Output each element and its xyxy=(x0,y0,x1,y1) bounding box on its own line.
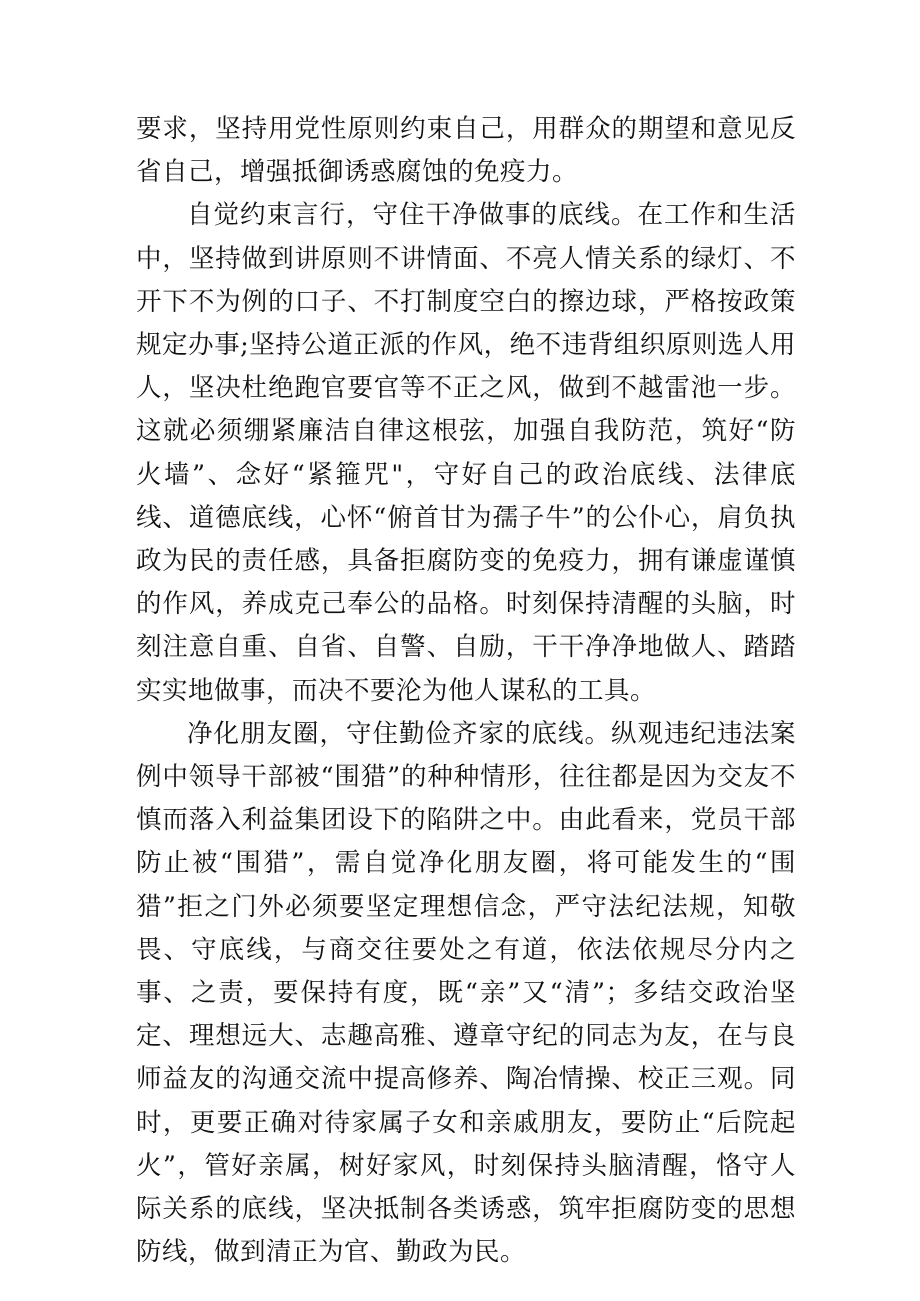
paragraph-continuation: 要求，坚持用党性原则约束自己，用群众的期望和意见反省自己，增强抵御诱惑腐蚀的免疫力。 xyxy=(136,114,796,188)
paragraph-friend-circle: 净化朋友圈，守住勤俭齐家的底线。纵观违纪违法案例中领导干部被“围猎”的种种情形，往往都是因为交友不慎而落入利益集团设下的陷阱之中。由此看来，党员干部防止被“围猎”，需自觉净化朋友圈，将可能发生的“围猎”拒之门外必须要坚定理想信念，严守法纪法规，知敬畏、守底线，与商交往要处之有道，依法依规尽分内之事、之责，要保持有度，既“亲”又“清”；多结交政治坚定、理想远大、志趣高雅、遵章守纪的同志为友，在与良师益友的沟通交流中提高修养、陶冶情操、校正三观。同时，更要正确对待家属子女和亲戚朋友，要防止“后院起火”，管好亲属，树好家风，时刻保持头脑清醒，恪守人际关系的底线，坚决抵制各类诱惑，筑牢拒腐防变的思想防线，做到清正为官、勤政为民。 xyxy=(136,718,796,1268)
document-body xyxy=(136,108,796,1274)
paragraph-self-discipline: 自觉约束言行，守住干净做事的底线。在工作和生活中，坚持做到讲原则不讲情面、不亮人情关系的绿灯、不开下不为例的口子、不打制度空白的擦边球，严格按政策规定办事;坚持公道正派的作风，绝不违背组织原则选人用人，坚决杜绝跑官要官等不正之风，做到不越雷池一步。这就必须绷紧廉洁自律这根弦，加强自我防范，筑好“防火墙”、念好“紧箍咒"，守好自己的政治底线、法律底线、道德底线，心怀“俯首甘为孺子牛”的公仆心，肩负执政为民的责任感，具备拒腐防变的免疫力，拥有谦虚谨慎的作风，养成克己奉公的品格。时刻保持清醒的头脑，时刻注意自重、自省、自警、自励，干干净净地做人、踏踏实实地做事，而决不要沦为他人谋私的工具。 xyxy=(136,200,796,706)
